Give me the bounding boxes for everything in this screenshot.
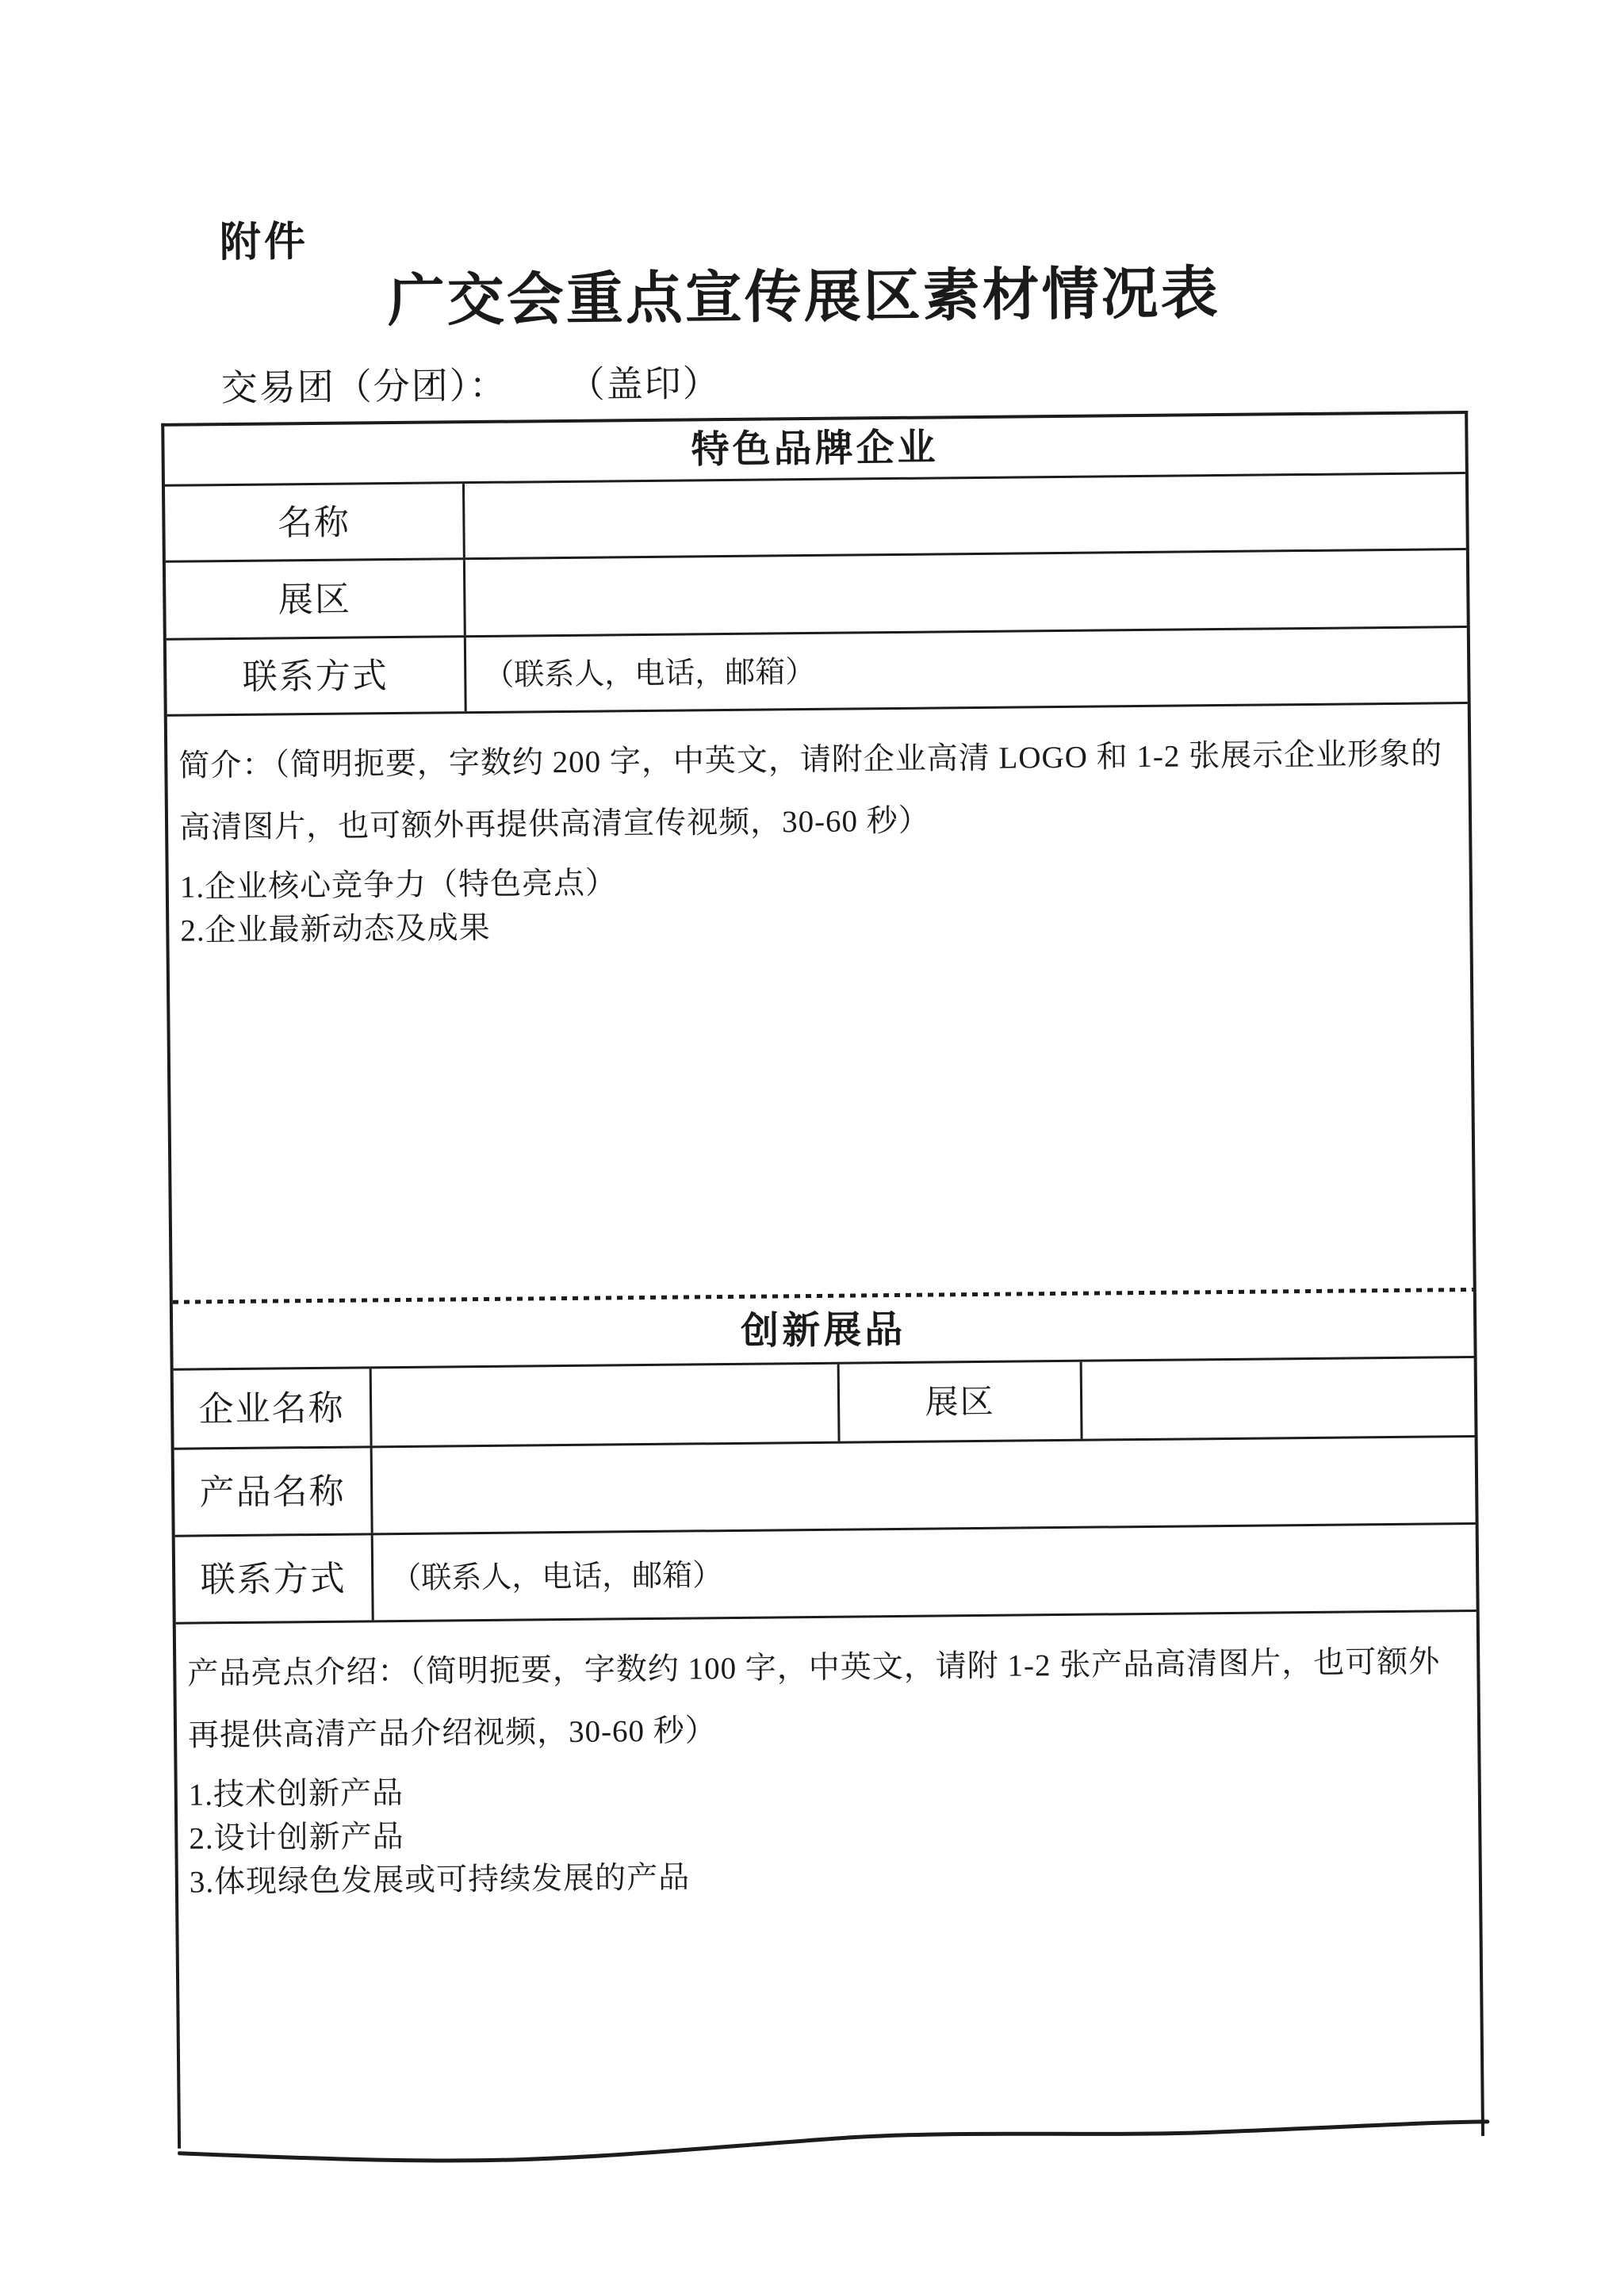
- brand-name-row: [165, 474, 1466, 563]
- attachment-label: 附件: [219, 220, 309, 266]
- seal-label: （盖印）: [586, 363, 722, 405]
- team-line: [220, 354, 721, 412]
- product-highlight-item: 3.体现绿色发展或可持续发展的产品: [189, 1860, 691, 1900]
- company-zone-row: [174, 1358, 1475, 1450]
- product-contact-label: 联系方式: [175, 1535, 374, 1621]
- company-name-label: 企业名称: [174, 1369, 373, 1447]
- product-name-row: [174, 1437, 1476, 1537]
- product-highlight-list: [189, 1761, 1465, 1904]
- material-form-table: [161, 411, 1484, 2149]
- brand-zone-row: [166, 550, 1467, 641]
- product-highlight-item: 1.技术创新产品: [188, 1775, 404, 1813]
- exhibit-zone-label: 展区: [840, 1362, 1083, 1441]
- brand-zone-label: 展区: [166, 560, 466, 638]
- brand-section-header: 特色品牌企业: [164, 414, 1465, 487]
- brand-intro-list: [180, 853, 1456, 952]
- brand-intro-lead: 简介：（简明扼要，字数约 200 字，中英文，请附企业高清 LOGO 和 1-2 张展示企业形象的高清图片，也可额外再提供高清宣传视频，30-60 秒）: [178, 737, 1443, 845]
- brand-contact-hint: （联系人，电话，邮箱）: [484, 655, 816, 692]
- form-title: 广交会重点宣传展区素材情况表: [387, 262, 1221, 334]
- brand-intro-item: 1.企业核心竞争力（特色亮点）: [179, 866, 618, 905]
- brand-name-value-cell: [465, 474, 1466, 557]
- innovation-section-header: 创新展品: [173, 1292, 1474, 1371]
- brand-contact-row: [167, 628, 1468, 717]
- product-highlight-item: 2.设计创新产品: [189, 1819, 404, 1856]
- brand-contact-label: 联系方式: [167, 637, 467, 714]
- brand-zone-value-cell: [465, 550, 1467, 635]
- product-contact-hint: （联系人，电话，邮箱）: [391, 1559, 723, 1596]
- product-name-value-cell: [373, 1437, 1476, 1533]
- product-name-label: 产品名称: [174, 1448, 373, 1534]
- brand-name-label: 名称: [165, 484, 465, 561]
- product-highlight-lead: 产品亮点介绍：（简明扼要，字数约 100 字，中英文，请附 1-2 张产品高清图片，也可额外再提供高清产品介绍视频，30-60 秒）: [187, 1644, 1441, 1753]
- company-name-value-cell: [372, 1365, 841, 1446]
- product-highlight-cell: [176, 1612, 1481, 2149]
- exhibit-zone-value-cell: [1082, 1358, 1475, 1439]
- product-contact-row: [175, 1525, 1477, 1625]
- brand-intro-cell: [167, 704, 1473, 1300]
- brand-intro-item: 2.企业最新动态及成果: [180, 910, 491, 948]
- team-label: 交易团（分团）：: [220, 365, 508, 409]
